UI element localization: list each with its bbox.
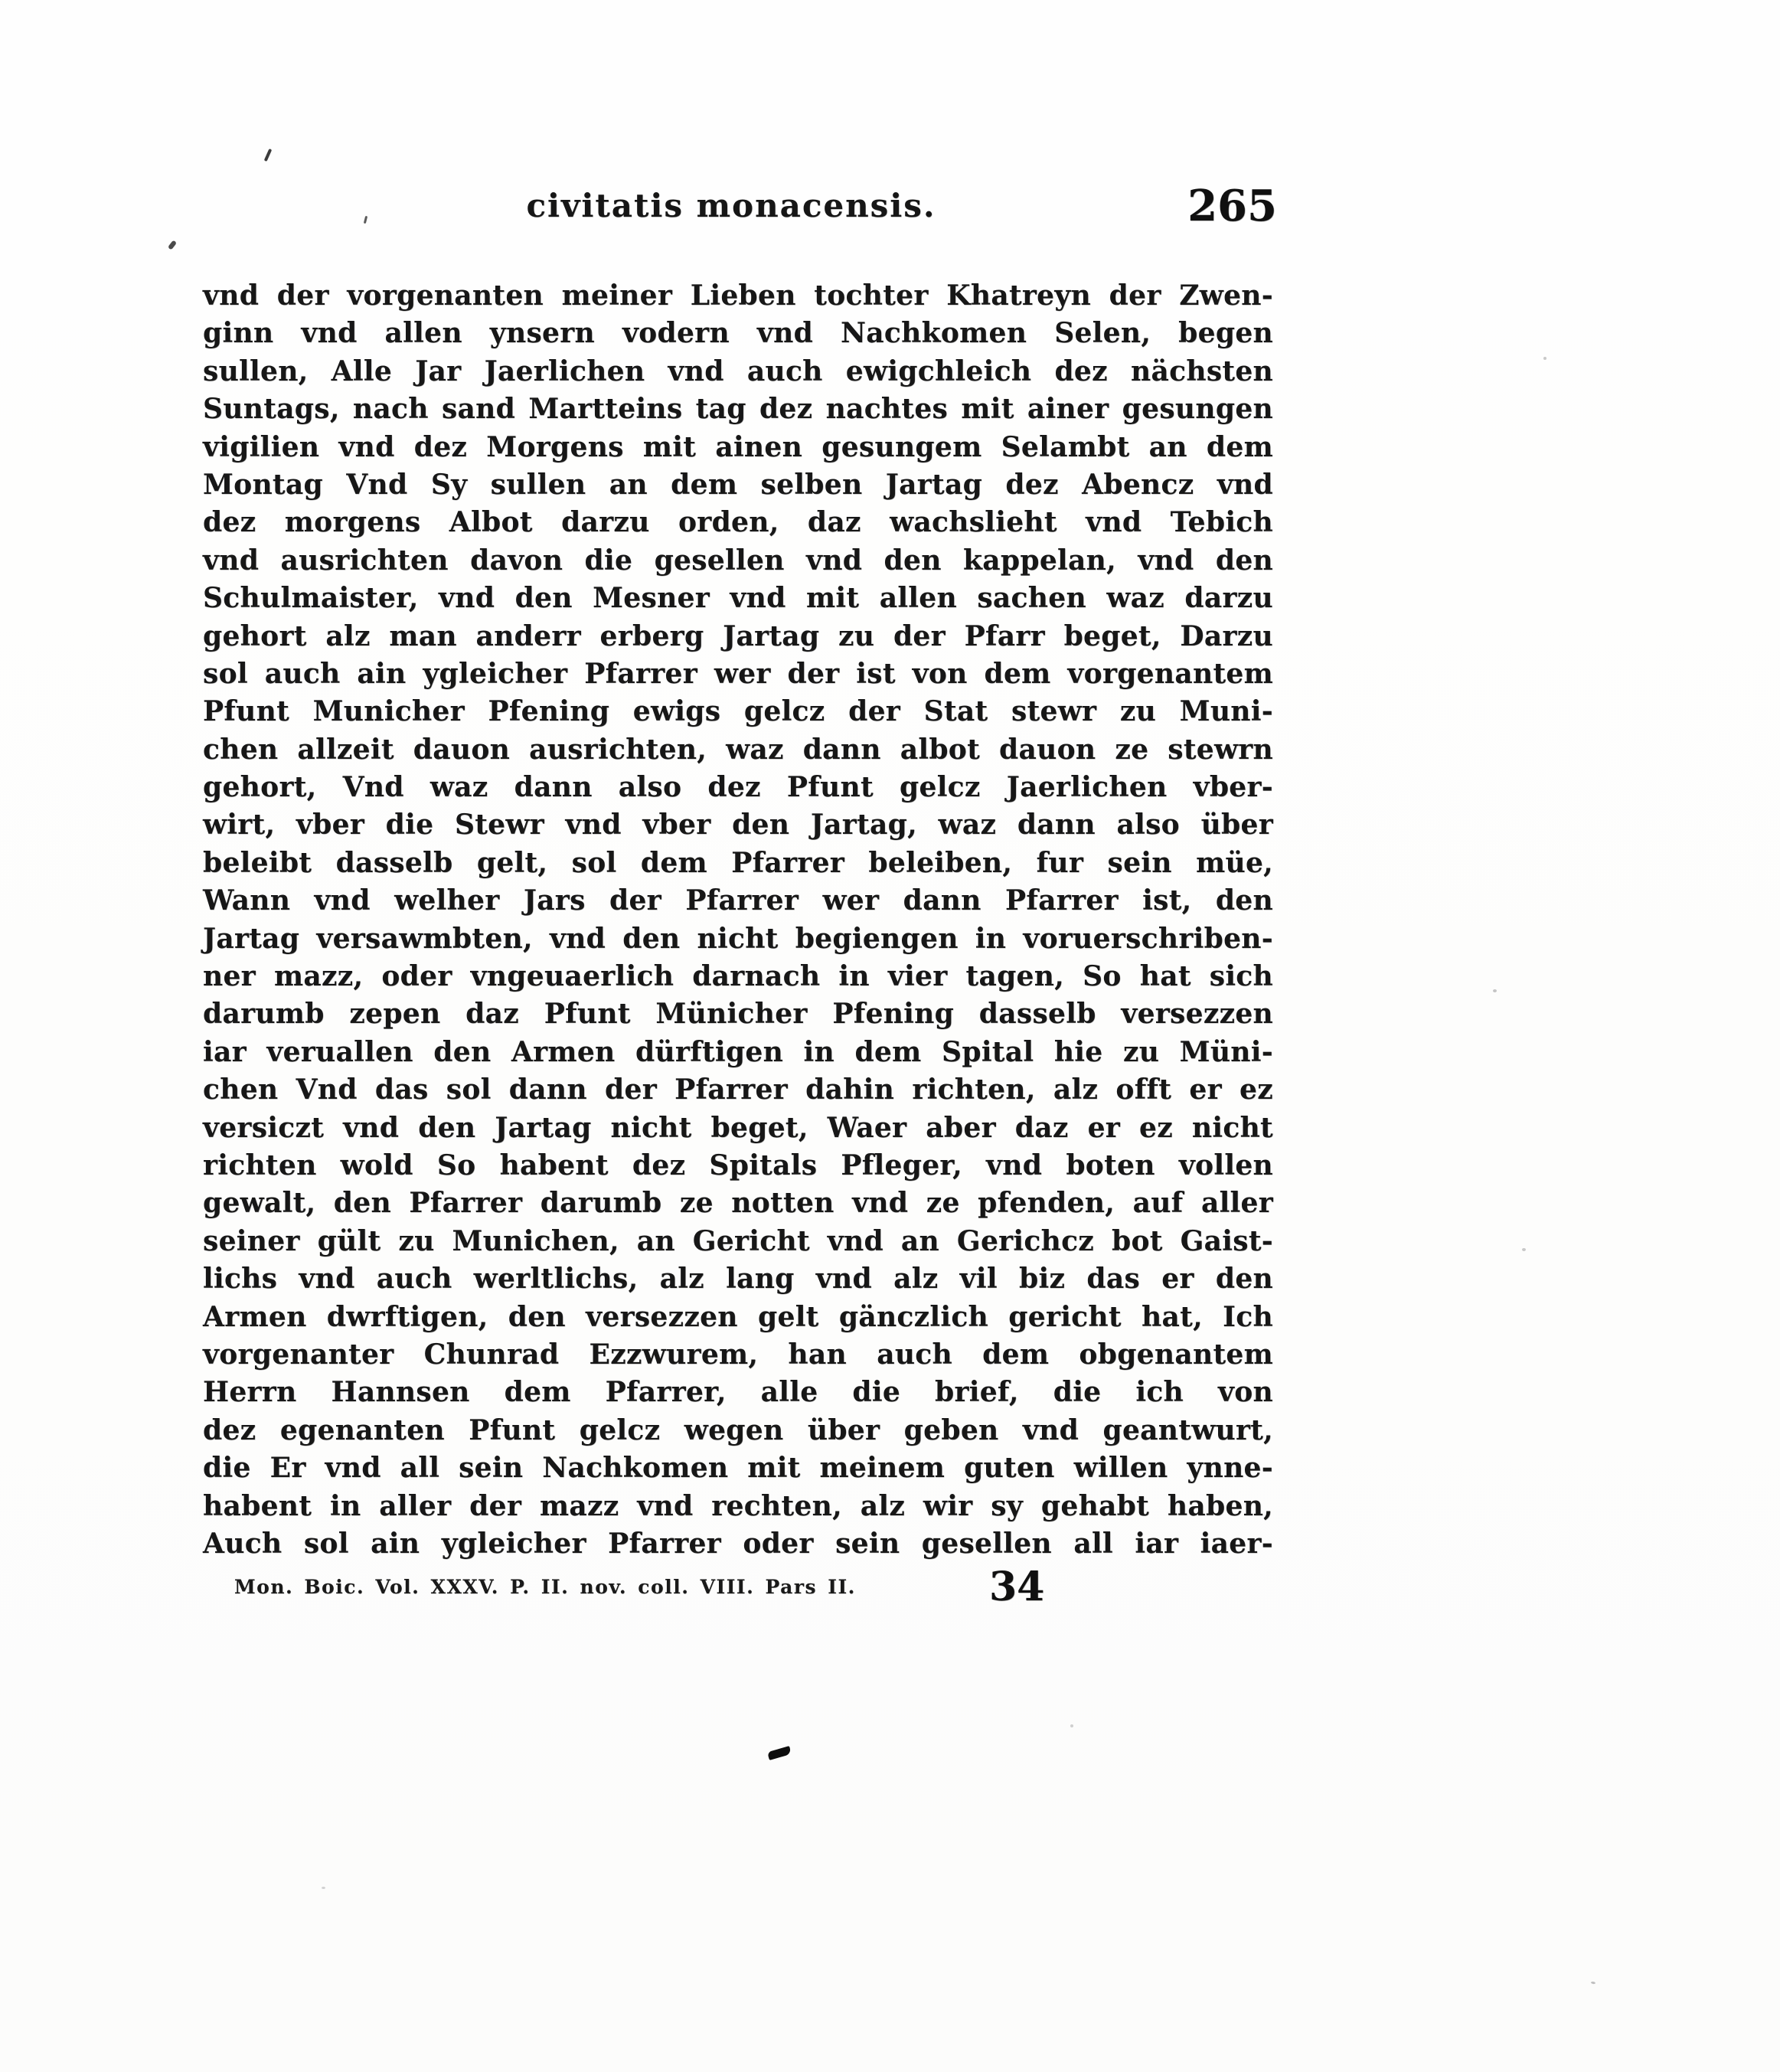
text-line: vnd der vorgenanten meiner Lieben tochter Khatreyn der Zwen- <box>203 279 1273 312</box>
volume-citation: Mon. Boic. Vol. XXXV. P. II. nov. coll. VIII. Pars II. <box>234 1576 856 1598</box>
text-line: Montag Vnd Sy sullen an dem selben Jartag dez Abencz vnd <box>203 468 1273 501</box>
text-line: Auch sol ain ygleicher Pfarrer oder sein gesellen all iar iaer- <box>203 1527 1273 1560</box>
text-line: die Er vnd all sein Nachkomen mit meinem guten willen ynne- <box>203 1452 1273 1485</box>
text-line: Pfunt Municher Pfening ewigs gelcz der Stat stewr zu Muni- <box>203 695 1273 728</box>
text-line: vnd ausrichten davon die gesellen vnd den kappelan, vnd den <box>203 544 1273 577</box>
text-line: wirt, vber die Stewr vnd vber den Jartag, waz dann also über <box>203 809 1273 842</box>
ink-speck <box>1493 989 1497 992</box>
text-line: habent in aller der mazz vnd rechten, alz wir sy gehabt haben, <box>203 1489 1273 1522</box>
text-line: chen allzeit dauon ausrichten, waz dann albot dauon ze stewrn <box>203 733 1273 766</box>
text-line: vorgenanter Chunrad Ezzwurem, han auch dem obgenantem <box>203 1338 1273 1371</box>
text-line: versiczt vnd den Jartag nicht beget, Waer aber daz er ez nicht <box>203 1111 1273 1144</box>
ink-speck <box>1070 1724 1073 1727</box>
text-line: Armen dwrftigen, den versezzen gelt gänczlich gericht hat, Ich <box>203 1300 1273 1333</box>
text-line: Suntags, nach sand Martteins tag dez nachtes mit ainer gesungen <box>203 393 1273 426</box>
text-line: richten wold So habent dez Spitals Pfleger, vnd boten vollen <box>203 1149 1273 1181</box>
text-line: lichs vnd auch werltlichs, alz lang vnd alz vil biz das er den <box>203 1263 1273 1296</box>
text-line: ginn vnd allen ynsern vodern vnd Nachkomen Selen, begen <box>203 317 1273 350</box>
text-line: gehort alz man anderr erberg Jartag zu der Pfarr beget, Darzu <box>203 619 1273 652</box>
ink-speck <box>322 1887 325 1889</box>
text-line: iar veruallen den Armen dürftigen in dem Spital hie zu Müni- <box>203 1035 1273 1068</box>
text-line: gewalt, den Pfarrer darumb ze notten vnd ze pfenden, auf aller <box>203 1187 1273 1220</box>
sheet-number: 34 <box>989 1564 1045 1610</box>
text-line: dez morgens Albot darzu orden, daz wachslieht vnd Tebich <box>203 506 1273 539</box>
page-number: 265 <box>1187 181 1277 231</box>
text-line: dez egenanten Pfunt gelcz wegen über geben vnd geantwurt, <box>203 1413 1273 1446</box>
text-line: beleibt dasselb gelt, sol dem Pfarrer beleiben, fur sein müe, <box>203 846 1273 879</box>
text-line: seiner gült zu Munichen, an Gericht vnd an Gerichcz bot Gaist- <box>203 1224 1273 1257</box>
ink-speck <box>264 149 273 162</box>
text-line: gehort, Vnd waz dann also dez Pfunt gelcz Jaerlichen vber- <box>203 771 1273 804</box>
text-line: sullen, Alle Jar Jaerlichen vnd auch ewigchleich dez nächsten <box>203 355 1273 387</box>
text-line: Schulmaister, vnd den Mesner vnd mit allen sachen waz darzu <box>203 582 1273 615</box>
text-line: darumb zepen daz Pfunt Münicher Pfening dasselb versezzen <box>203 998 1273 1031</box>
ink-speck <box>168 240 177 250</box>
ink-speck <box>1522 1248 1526 1251</box>
text-line: sol auch ain ygleicher Pfarrer wer der ist von dem vorgenantem <box>203 657 1273 690</box>
body-text <box>203 277 1273 1563</box>
ink-blot <box>767 1746 792 1760</box>
ink-speck <box>1591 1982 1595 1985</box>
text-line: ner mazz, oder vngeuaerlich darnach in vier tagen, So hat sich <box>203 960 1273 993</box>
ink-speck <box>1543 357 1546 360</box>
text-line: chen Vnd das sol dann der Pfarrer dahin richten, alz offt er ez <box>203 1074 1273 1106</box>
text-line: Jartag versawmbten, vnd den nicht begiengen in voruerschriben- <box>203 922 1273 955</box>
text-line: Herrn Hannsen dem Pfarrer, alle die brief, die ich von <box>203 1376 1273 1409</box>
text-line: vigilien vnd dez Morgens mit ainen gesungem Selambt an dem <box>203 430 1273 463</box>
text-line: Wann vnd welher Jars der Pfarrer wer dann Pfarrer ist, den <box>203 884 1273 917</box>
running-title: civitatis monacensis. <box>526 187 936 224</box>
